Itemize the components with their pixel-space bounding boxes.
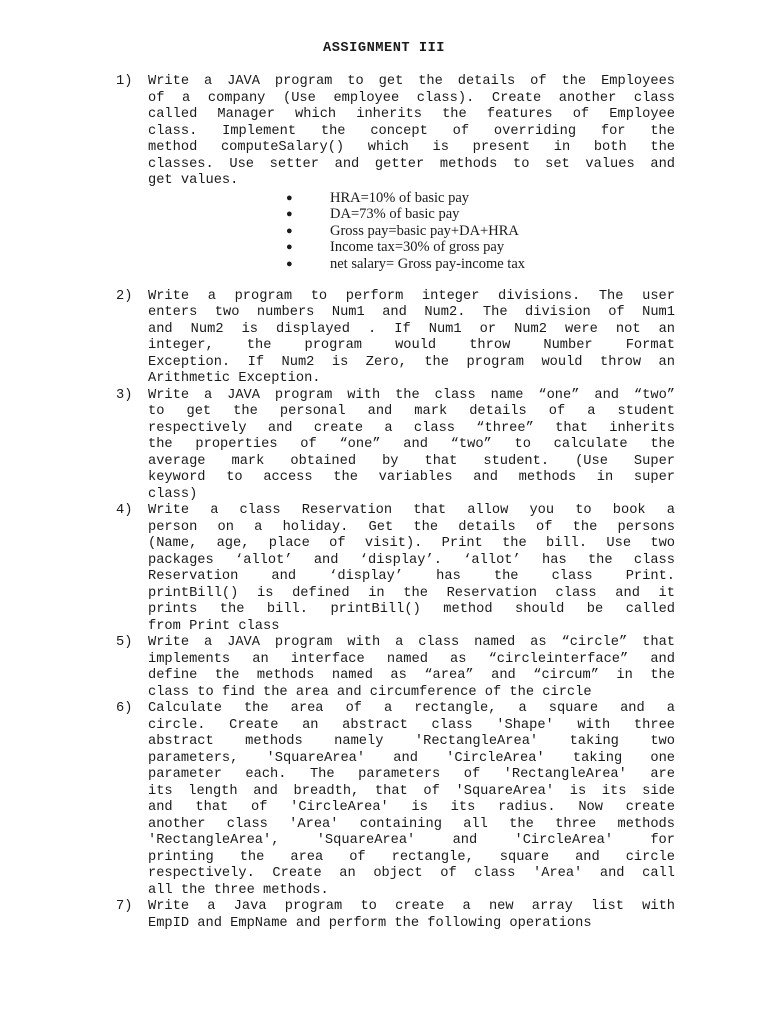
list-item (0, 190, 768, 207)
list-item-text: Gross pay=basic pay+DA+HRA (330, 222, 519, 239)
bullet-icon: ● (286, 208, 293, 220)
question-line: get values. (148, 173, 239, 188)
list-item (0, 206, 768, 223)
question-4 (0, 503, 768, 635)
question-line: called Manager which inherits the features of Employee (148, 107, 675, 122)
question-line: class. Implement the concept of overriding for the (148, 123, 675, 139)
question-line: EmpID and EmpName and perform the following operations (148, 915, 592, 931)
question-text (148, 899, 675, 932)
question-7 (0, 899, 768, 932)
list-item-text: net salary= Gross pay-income tax (330, 255, 526, 272)
question-number: 7) (116, 899, 133, 914)
question-line: printBill() is defined in the Reservation class and it (148, 585, 675, 601)
question-line: Write a class Reservation that allow you to book a (148, 503, 675, 518)
question-number: 4) (116, 503, 133, 518)
question-line: Write a Java program to create a new array list with (148, 899, 675, 914)
question-line: 'RectangleArea', 'SquareArea' and 'CircleArea' for (148, 833, 675, 848)
bullet-icon: ● (286, 191, 293, 204)
question-line: class to find the area and circumference of the circle (148, 684, 592, 700)
question-line: classes. Use setter and getter methods to set values and (148, 156, 675, 172)
question-line: its length and breadth, that of 'SquareArea' is its side (148, 783, 675, 799)
list-item-text: DA=73% of basic pay (330, 206, 460, 222)
question-3 (0, 388, 768, 504)
question-line: enters two numbers Num1 and Num2. The division of Num1 (148, 305, 675, 320)
question-6 (0, 701, 768, 899)
question-number: 2) (116, 288, 133, 304)
question-line: another class 'Area' containing all the three methods (148, 816, 675, 832)
question-line: Write a JAVA program with the class name “one” and “two” (148, 387, 675, 403)
question-line: Write a program to perform integer divisions. The user (148, 288, 675, 304)
question-line: circle. Create an abstract class 'Shape' with three (148, 717, 675, 733)
question-text (148, 289, 675, 388)
question-line: integer, the program would throw Number Format (148, 338, 675, 353)
question-line: Reservation and ‘display’ has the class Print. (148, 569, 675, 584)
question-line: average mark obtained by that student. (Use Super (148, 453, 675, 469)
question-line: and that of 'CircleArea' is its radius. Now create (148, 800, 675, 815)
question-line: respectively. Create an object of class 'Area' and call (148, 866, 675, 881)
question-text (148, 635, 675, 701)
question-2 (0, 289, 768, 388)
question-line: implements an interface named as “circleinterface” and (148, 651, 675, 667)
question-line: Exception. If Num2 is Zero, the program would throw an (148, 354, 675, 370)
question-line: keyword to access the variables and methods in super (148, 470, 675, 485)
question-text (148, 503, 675, 635)
question-list (0, 74, 768, 932)
question-line: all the three methods. (148, 882, 329, 898)
question-line: prints the bill. printBill() method should be called (148, 602, 675, 617)
question-line: and Num2 is displayed . If Num1 or Num2 were not an (148, 321, 675, 337)
salary-rules-list (0, 190, 768, 273)
question-line: to get the personal and mark details of a student (148, 404, 675, 419)
question-line: parameter each. The parameters of 'RectangleArea' are (148, 767, 675, 782)
question-line: Arithmetic Exception. (148, 371, 321, 386)
list-item (0, 239, 768, 256)
question-line: the properties of “one” and “two” to calculate the (148, 437, 675, 452)
question-line: define the methods named as “area” and “circum” in the (148, 668, 675, 683)
question-line: from Print class (148, 618, 280, 634)
document-title: ASSIGNMENT III (323, 41, 445, 56)
question-line: abstract methods namely 'RectangleArea' taking two (148, 734, 675, 749)
question-number: 1) (116, 74, 133, 89)
question-line: printing the area of rectangle, square and circle (148, 849, 675, 865)
question-line: Write a JAVA program to get the details of the Employees (148, 74, 675, 89)
spacer (0, 272, 768, 289)
question-5 (0, 635, 768, 701)
list-item (0, 223, 768, 240)
question-line: Write a JAVA program with a class named as “circle” that (148, 635, 675, 650)
question-line: method computeSalary() which is present in both the (148, 140, 675, 155)
question-line: (Name, age, place of visit). Print the bill. Use two (148, 536, 675, 551)
question-line: Calculate the area of a rectangle, a square and a (148, 701, 675, 716)
question-text (148, 74, 675, 190)
question-text (148, 388, 675, 504)
question-line: person on a holiday. Get the details of the persons (148, 519, 675, 535)
list-item-text: HRA=10% of basic pay (330, 189, 470, 206)
list-item-text: Income tax=30% of gross pay (330, 239, 505, 255)
bullet-icon: ● (286, 224, 293, 237)
question-number: 6) (116, 701, 133, 716)
question-line: class) (148, 486, 198, 502)
list-item (0, 256, 768, 273)
bullet-icon: ● (286, 257, 293, 270)
question-number: 3) (116, 387, 133, 403)
question-line: respectively and create a class “three” that inherits (148, 420, 675, 436)
question-1 (0, 74, 768, 272)
question-line: parameters, 'SquareArea' and 'CircleArea' taking one (148, 750, 675, 766)
question-text (148, 701, 675, 899)
question-line: of a company (Use employee class). Create another class (148, 90, 675, 106)
question-line: packages ‘allot’ and ‘display’. ‘allot’ has the class (148, 552, 675, 568)
bullet-icon: ● (286, 241, 293, 253)
question-number: 5) (116, 635, 133, 650)
